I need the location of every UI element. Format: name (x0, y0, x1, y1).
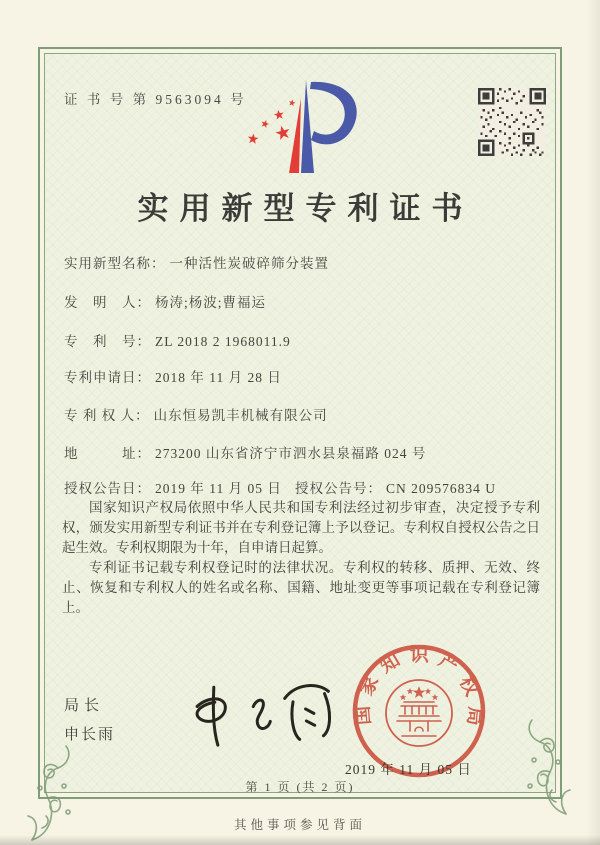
back-side-note: 其他事项参见背面 (233, 818, 366, 832)
field-value: 273200 山东省济宁市泗水县泉福路 024 号 (155, 446, 427, 461)
scan-edge-shadow-bottom (0, 835, 600, 845)
field-value: CN 209576834 U (386, 481, 497, 496)
seal-date: 2019 年 11 月 05 日 (345, 762, 472, 777)
field-label: 授权公告号： (295, 481, 382, 496)
seal-ring-text: 国家知识产权局 (352, 644, 486, 727)
page-number: 第 1 页 (共 2 页) (245, 780, 355, 794)
field-grant-date (64, 477, 282, 497)
field-label: 专 利 号： (64, 334, 151, 349)
field-patentee (64, 404, 328, 424)
body-paragraph-1: 国家知识产权局依照中华人民共和国专利法经过初步审查，决定授予专利权，颁发实用新型专利证书并在专利登记簿上予以登记。专利权自授权公告之日起生效。专利权期限为十年，自申请日起算。 (62, 500, 540, 555)
director-name: 申长雨 (64, 727, 116, 743)
qr-code (478, 88, 546, 156)
certificate-number: 证 书 号 第 9563094 号 (64, 92, 247, 107)
field-label: 发 明 人： (64, 295, 151, 310)
field-label: 授权公告日： (64, 481, 151, 496)
body-paragraph-2: 专利证书记载专利权登记时的法律状况。专利权的转移、质押、无效、终止、恢复和专利权人的姓名或名称、国籍、地址变更等事项记载在专利登记簿上。 (62, 560, 540, 615)
field-label: 实用新型名称： (64, 256, 166, 271)
scan-edge-shadow-right (586, 0, 600, 845)
field-address (64, 442, 426, 462)
director-title: 局长 (64, 698, 105, 714)
field-filing-date (64, 366, 282, 386)
field-value: 2018 年 11 月 28 日 (155, 370, 282, 385)
field-value: 一种活性炭破碎筛分装置 (169, 256, 329, 271)
field-patent-number (64, 330, 291, 350)
field-label: 专利申请日： (64, 370, 151, 385)
field-value: 2019 年 11 月 05 日 (155, 481, 282, 496)
field-value: 山东恒易凯丰机械有限公司 (153, 408, 328, 423)
cnipa-logo-icon (240, 76, 370, 178)
field-value: ZL 2018 2 1968011.9 (155, 334, 291, 349)
field-inventors (64, 291, 266, 311)
field-value: 杨涛;杨波;曹福运 (155, 295, 267, 310)
director-handwritten-signature (182, 672, 342, 762)
field-utility-model-name (64, 252, 329, 272)
certificate-title: 实用新型专利证书 (137, 191, 474, 226)
field-grant-number (295, 477, 496, 497)
certificate-body-text (62, 498, 540, 618)
field-label: 地 址： (64, 446, 151, 461)
field-label: 专 利 权 人： (64, 408, 150, 423)
floral-corner-ornament-right (512, 716, 574, 818)
